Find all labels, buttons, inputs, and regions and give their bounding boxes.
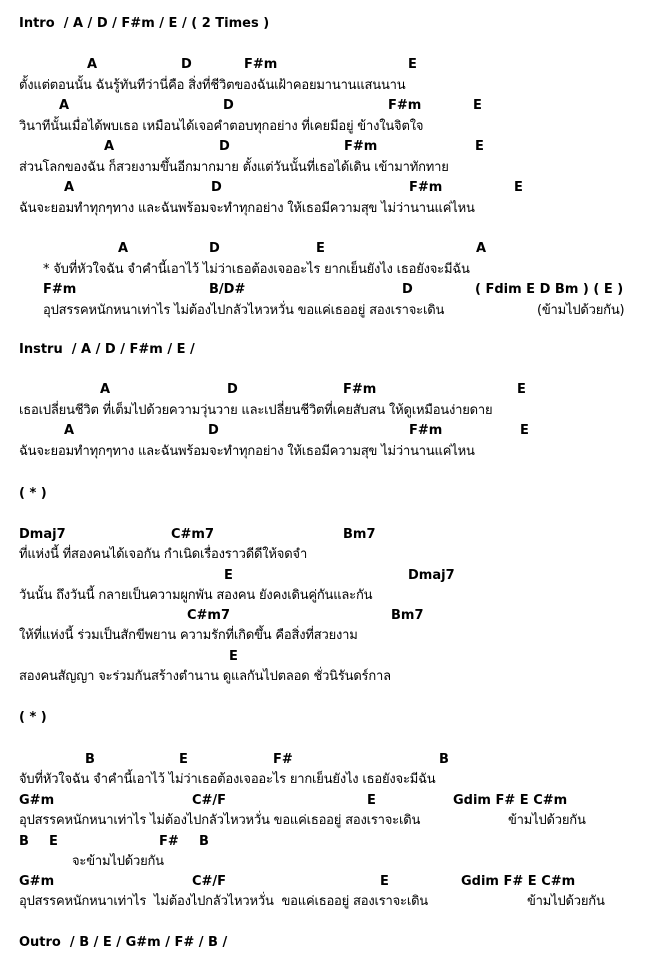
lyric-tail: ข้ามไปด้วยกัน [508,813,586,828]
lyric-line: จับที่หัวใจฉัน จำคำนี้เอาไว้ ไม่ว่าเธอต้องเจออะไร ยากเย็นยังไง เธอยังจะมีฉัน [19,772,436,787]
lyric-line: จะข้ามไปด้วยกัน [72,854,164,869]
chord: E [408,57,417,72]
chord: D [208,423,219,438]
chord: A [476,241,487,256]
lyric-line: อุปสรรคหนักหนาเท่าไร ไม่ต้องไปกลัวไหวหวั่น ขอแค่เธออยู่ สองเราจะเดิน [19,813,421,828]
chord: C#m7 [171,527,215,542]
chord: F#m [409,180,443,195]
chord: A [64,423,75,438]
instru-line: Instru / A / D / F#m / E / [19,342,195,357]
lyric-line: * จับที่หัวใจฉัน จำคำนี้เอาไว้ ไม่ว่าเธอต้องเจออะไร ยากเย็นยังไง เธอยังจะมีฉัน [43,262,470,277]
lyric-line: วันนั้น ถึงวันนี้ กลายเป็นความผูกพัน สองคน ยังคงเดินคู่กันและกัน [19,588,373,603]
chord: E [316,241,325,256]
repeat-marker: ( * ) [19,486,47,501]
chord: G#m [19,793,55,808]
lyric-line: อุปสรรคหนักหนาเท่าไร ไม่ต้องไปกลัวไหวหวั่น ขอแค่เธออยู่ สองเราจะเดิน [43,303,445,318]
chord: F# [273,752,293,767]
lyric-tail: (ข้ามไปด้วยกัน) [537,303,625,318]
repeat-marker: ( * ) [19,710,47,725]
chord: B [19,834,29,849]
chord: Bm7 [343,527,376,542]
lyric-line: ฉันจะยอมทำทุกๆทาง และฉันพร้อมจะทำทุกอย่าง ให้เธอมีความสุข ไม่ว่านานแค่ไหน [19,444,475,459]
lyric-tail: ข้ามไปด้วยกัน [527,894,605,909]
chord: E [520,423,529,438]
chord: F#m [43,282,77,297]
chord: Bm7 [391,608,424,623]
chord: G#m [19,874,55,889]
chord: D [211,180,222,195]
chord: E [517,382,526,397]
chord: A [59,98,70,113]
chord: ( Fdim E D Bm ) ( E ) [475,282,624,297]
lyric-line: วินาทีนั้นเมื่อได้พบเธอ เหมือนได้เจอคำตอบทุกอย่าง ที่เคยมีอยู่ ข้างในจิตใจ [19,119,424,134]
chord: A [100,382,111,397]
chord: B [199,834,209,849]
chord: E [367,793,376,808]
chord: F#m [409,423,443,438]
chord: E [179,752,188,767]
chord: F#m [244,57,278,72]
chord: D [402,282,413,297]
chord: E [514,180,523,195]
chord: F# [159,834,179,849]
chord: B [85,752,95,767]
chord: D [227,382,238,397]
chord: E [224,568,233,583]
chord: A [118,241,129,256]
lyric-line: ส่วนโลกของฉัน ก็สวยงามขึ้นอีกมากมาย ตั้งแต่วันนั้นที่เธอได้เดิน เข้ามาทักทาย [19,160,449,175]
chord: E [49,834,58,849]
lyric-line: ฉันจะยอมทำทุกๆทาง และฉันพร้อมจะทำทุกอย่าง ให้เธอมีความสุข ไม่ว่านานแค่ไหน [19,201,475,216]
lyric-line: ตั้งแต่ตอนนั้น ฉันรู้ทันทีว่านี่คือ สิ่งที่ชีวิตของฉันเฝ้าคอยมานานแสนนาน [19,78,406,93]
chord: Dmaj7 [408,568,455,583]
chord: C#/F [192,874,227,889]
chord: E [380,874,389,889]
chord: Dmaj7 [19,527,66,542]
chord: A [87,57,98,72]
chord: C#/F [192,793,227,808]
lyric-line: ให้ที่แห่งนี้ ร่วมเป็นสักขีพยาน ความรักที่เกิดขึ้น คือสิ่งที่สวยงาม [19,628,358,643]
chord: E [229,649,238,664]
chord: E [473,98,482,113]
chord: F#m [343,382,377,397]
chord: D [209,241,220,256]
chord: D [181,57,192,72]
chord: F#m [388,98,422,113]
chord: A [64,180,75,195]
chord: B [439,752,449,767]
chord: Gdim F# E C#m [461,874,576,889]
outro-line: Outro / B / E / G#m / F# / B / [19,935,228,950]
chord: D [219,139,230,154]
chord: Gdim F# E C#m [453,793,568,808]
lyric-line: อุปสรรคหนักหนาเท่าไร ไม่ต้องไปกลัวไหวหวั่น ขอแค่เธออยู่ สองเราจะเดิน [19,894,428,909]
chord: D [223,98,234,113]
chord: C#m7 [187,608,231,623]
chord: E [475,139,484,154]
lyric-line: เธอเปลี่ยนชีวิต ที่เต็มไปด้วยความวุ่นวาย และเปลี่ยนชีวิตที่เคยสับสน ให้ดูเหมือนง่ายดาย [19,403,493,418]
intro-line: Intro / A / D / F#m / E / ( 2 Times ) [19,16,270,31]
chord: F#m [344,139,378,154]
chord: A [104,139,115,154]
lyric-line: ที่แห่งนี้ ที่สองคนได้เจอกัน กำเนิดเรื่องราวดีดีให้จดจำ [19,547,308,562]
lyric-line: สองคนสัญญา จะร่วมกันสร้างตำนาน ดูแลกันไปตลอด ชั่วนิรันดร์กาล [19,669,391,684]
chord: B/D# [209,282,246,297]
